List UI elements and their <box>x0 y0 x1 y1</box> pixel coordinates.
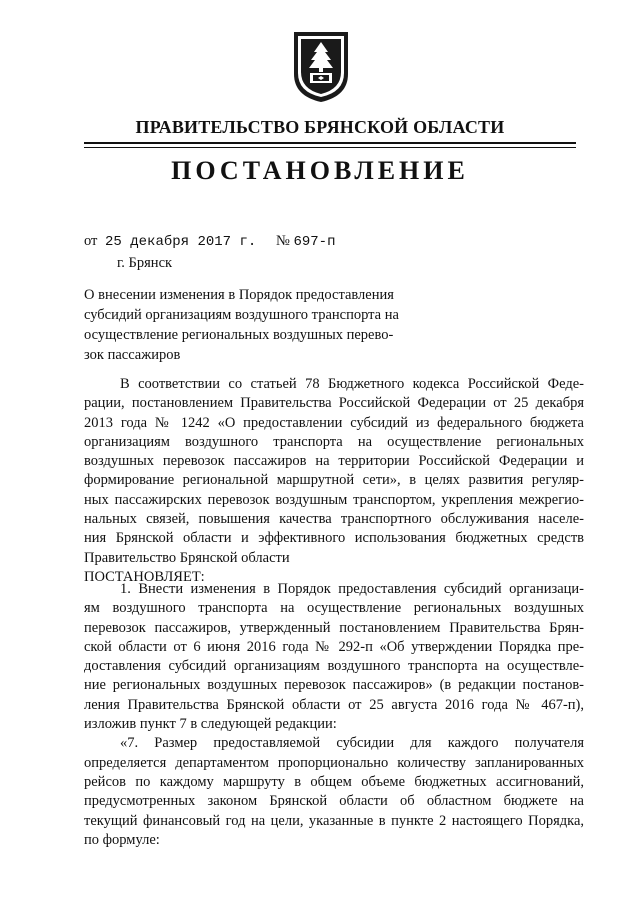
subject-line: субсидий организациям воздушного транспорта на <box>84 307 399 323</box>
date-prefix: от <box>84 233 98 249</box>
preamble-paragraph <box>84 375 584 587</box>
clause-line: определяется департаментом пропорционально количеству запланированных <box>84 754 584 771</box>
subject-line: зок пассажиров <box>84 347 181 363</box>
resolves-heading: ПОСТАНОВЛЯЕТ: <box>84 568 205 585</box>
preamble-line: ных пассажирских перевозок воздушным транспортом, укрепления межрегио- <box>84 491 584 508</box>
preamble-line: нальных связей, повышения качества транспортного обслуживания населе- <box>84 511 584 528</box>
preamble-line: 2013 года № 1242 «О предоставлении субсидий из федерального бюджета <box>84 414 584 431</box>
document-subject <box>84 285 424 365</box>
preamble-line: воздушных перевозок пассажиров на территории Российской Федерации и <box>84 453 584 470</box>
preamble-line: Правительство Брянской области <box>84 549 290 566</box>
clause-line: 1. Внести изменения в Порядок предоставления субсидий организаци- <box>120 581 584 597</box>
clause-line: ления Правительства Брянской области от 25 августа 2016 года № 467-п), <box>84 696 584 713</box>
clause-line: текущий финансовый год на цели, указанные в пункте 2 настоящего Порядка, <box>84 812 584 829</box>
clause-line: рейсов по каждому маршруту в общем объеме бюджетных ассигнований, <box>84 773 584 790</box>
preamble-line: В соответствии со статьей 78 Бюджетного кодекса Российской Феде- <box>120 376 584 392</box>
preamble-line: организациям воздушного транспорта на осуществление региональных <box>84 433 584 450</box>
subject-line: О внесении изменения в Порядок предоставления <box>84 287 394 303</box>
bryansk-coat-of-arms-icon <box>292 30 350 104</box>
clause-line: ям воздушного транспорта на осуществление региональных воздушных <box>84 600 584 617</box>
clause-paragraph <box>84 580 584 850</box>
document-date: 25 декабря 2017 г. <box>105 234 257 250</box>
clause-line: изложив пункт 7 в следующей редакции: <box>84 716 337 733</box>
document-number-block <box>276 233 335 250</box>
clause-line: по формуле: <box>84 831 160 848</box>
number-prefix: № <box>276 233 290 249</box>
clause-line: доставления субсидий организациям воздушного транспорта на осуществле- <box>84 658 584 675</box>
clause-line: «7. Размер предоставляемой субсидии для каждого получателя <box>120 735 584 752</box>
date-number-row <box>84 233 336 250</box>
preamble-line: рации, постановлением Правительства Российской Федерации от 25 декабря <box>84 395 584 412</box>
document-city: г. Брянск <box>117 255 173 271</box>
clause-line: ние региональных воздушных перевозок пассажиров» (в редакции постанов- <box>84 677 584 694</box>
header-rule-thin <box>84 147 576 148</box>
clause-line: предусмотренных законом Брянской области об областном бюджете на <box>84 793 584 810</box>
subject-line: осуществление региональных воздушных перево- <box>84 327 394 343</box>
header-rule-thick <box>84 142 576 144</box>
clause-line: ской области от 6 июня 2016 года № 292-п «Об утверждении Порядка пре- <box>84 638 584 655</box>
government-title: ПРАВИТЕЛЬСТВО БРЯНСКОЙ ОБЛАСТИ <box>135 117 505 137</box>
clause-line: перевозок пассажиров, утвержденный постановлением Правительства Брян- <box>84 619 584 636</box>
preamble-line: формирование региональной маршрутной сети», в целях развития регуляр- <box>84 472 584 489</box>
document-number: 697-п <box>293 234 336 250</box>
document-type-heading: ПОСТАНОВЛЕНИЕ <box>171 156 469 185</box>
preamble-line: ния Брянской области и эффективного использования бюджетных средств <box>84 530 584 547</box>
